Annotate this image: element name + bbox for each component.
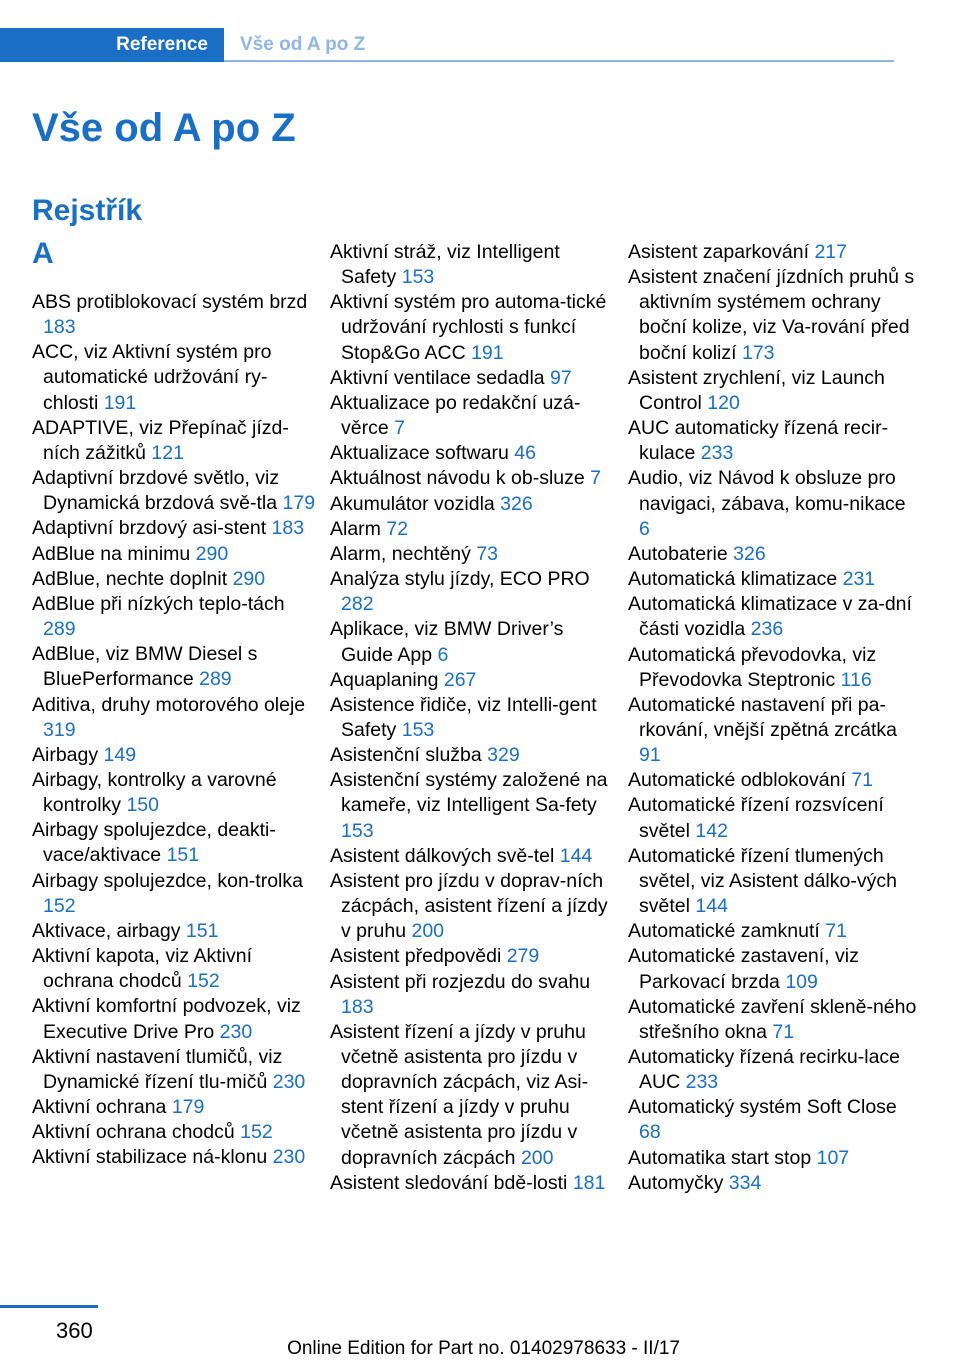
page-reference-link[interactable]: 150 (126, 794, 159, 817)
page-reference-link[interactable]: 151 (166, 844, 200, 867)
index-entry-term: Asistence řidiče, viz Intelli‐gent Safety (330, 693, 597, 741)
index-entry (628, 416, 918, 466)
page-reference-link[interactable]: 72 (386, 517, 409, 540)
page-reference-link[interactable]: 6 (639, 517, 650, 540)
index-entry-term: Automatické nastavení při pa‐rkování, vnější zpětná zrcátka (628, 693, 897, 741)
page-reference-link[interactable]: 71 (851, 769, 874, 792)
page-reference-link[interactable]: 121 (151, 441, 184, 464)
index-entry (32, 768, 322, 818)
index-entry (628, 944, 918, 994)
index-entry-term: ABS protiblokovací systém brzd (32, 291, 308, 313)
page-reference-link[interactable]: 7 (394, 417, 405, 440)
index-entry-term: Automatika start stop (628, 1146, 812, 1169)
page-reference-link[interactable]: 46 (514, 442, 536, 465)
page-reference-link[interactable]: 217 (814, 241, 847, 263)
index-entry-term: Airbagy spolujezdce, deakti‐vace/aktivace (32, 819, 276, 867)
page-reference-link[interactable]: 230 (219, 1020, 253, 1043)
page-reference-link[interactable]: 153 (401, 266, 435, 289)
index-entry (330, 441, 620, 466)
index-entry (330, 542, 620, 567)
page-reference-link[interactable]: 179 (171, 1096, 205, 1118)
index-entry (628, 542, 918, 567)
index-entry (628, 693, 918, 768)
index-entry (628, 592, 918, 642)
index-entry (32, 743, 322, 768)
page-reference-link[interactable]: 109 (785, 970, 818, 993)
page-reference-link[interactable]: 326 (733, 542, 766, 565)
index-entry-term: AdBlue při nízkých teplo‐tách (32, 592, 285, 615)
page-reference-link[interactable]: 71 (825, 920, 847, 943)
index-entry (330, 240, 620, 290)
index-entry (32, 919, 322, 944)
index-entry-term: Autobaterie (628, 542, 728, 565)
index-entry-term: Automatické řízení rozsvícení světel (628, 794, 884, 842)
page-reference-link[interactable]: 289 (43, 618, 76, 641)
page-reference-link[interactable]: 183 (271, 517, 305, 540)
index-entry (330, 668, 620, 693)
page-reference-link[interactable]: 120 (707, 391, 740, 414)
index-entry-term: Asistent zrychlení, viz Launch Control (628, 366, 885, 414)
header-divider (224, 60, 894, 62)
index-entry-term: Aktivní stráž, viz Intelligent Safety (330, 241, 560, 289)
page-reference-link[interactable]: 282 (341, 593, 374, 616)
index-entry-term: Asistent zaparkování (628, 241, 810, 263)
index-entry (628, 466, 918, 541)
index-entry (32, 1120, 322, 1145)
index-entry (330, 693, 620, 743)
page-reference-link[interactable]: 149 (103, 743, 137, 766)
page-reference-link[interactable]: 231 (842, 568, 876, 591)
page-reference-link[interactable]: 290 (232, 567, 266, 590)
page-reference-link[interactable]: 7 (590, 467, 602, 490)
index-entry-term: AdBlue na minimu (32, 542, 191, 565)
index-entry (32, 693, 322, 743)
index-entry (32, 1095, 322, 1120)
index-entry (628, 768, 918, 793)
page-reference-link[interactable]: 191 (471, 341, 504, 364)
index-entry (32, 1145, 322, 1170)
index-entry-term: Airbagy (32, 743, 99, 766)
index-entry (32, 869, 322, 919)
index-entry (628, 366, 918, 416)
index-entry (330, 970, 620, 1020)
index-entry-term: Asistent řízení a jízdy v pruhu včetně asistenta pro jízdu v dopravních zácpách, viz Asi‐stent řízení a jízdy v pruhu včetně asistenta pro jízdu v dopravních zácpách (330, 1020, 589, 1169)
index-entry (32, 516, 322, 541)
index-entry (628, 995, 918, 1045)
index-entry (628, 265, 918, 366)
index-entry-term: Alarm, nechtěný (330, 542, 471, 565)
index-entry-term: Adaptivní brzdový asi‐stent (32, 517, 267, 540)
index-entry (32, 416, 322, 466)
index-entry-term: Asistent značení jízdních pruhů s aktivním systémem ochrany boční kolize, viz Va‐rování před boční kolizí (628, 266, 915, 364)
page-reference-link[interactable]: 267 (443, 668, 477, 691)
index-entry-term: Aplikace, viz BMW Driver’s Guide App (330, 618, 564, 666)
page-title: Vše od A po Z (32, 106, 296, 150)
page-reference-link[interactable]: 153 (401, 718, 435, 741)
index-entry-term: Aktivace, airbagy (32, 919, 181, 942)
index-entry-term: ACC, viz Aktivní systém pro automatické udržování ry‐chlosti (32, 341, 272, 414)
index-entry (330, 1020, 620, 1171)
index-entry-term: Aktivní ochrana (32, 1096, 167, 1118)
index-entry (628, 793, 918, 843)
index-entry-term: AUC automaticky řízená recir‐kulace (628, 417, 889, 465)
index-entry-term: Alarm (330, 517, 381, 540)
page-reference-link[interactable]: 230 (272, 1146, 306, 1169)
page-reference-link[interactable]: 71 (772, 1020, 795, 1043)
index-entry (330, 844, 620, 869)
index-entry (330, 290, 620, 365)
page-reference-link[interactable]: 233 (700, 442, 734, 465)
page-reference-link[interactable]: 68 (639, 1121, 661, 1144)
index-entry (330, 492, 620, 517)
index-entry-term: Automatický systém Soft Close (628, 1096, 897, 1119)
index-entry (628, 1095, 918, 1145)
index-entry (628, 844, 918, 919)
index-entry-term: AdBlue, viz BMW Diesel s BluePerformance (32, 643, 258, 691)
index-entry (32, 944, 322, 994)
index-entry (32, 592, 322, 642)
index-column-1 (32, 237, 322, 1170)
page-reference-link[interactable]: 183 (341, 995, 374, 1018)
index-entry-term: Automatické řízení tlumených světel, viz Asistent dálko‐vých světel (628, 844, 897, 918)
page-reference-link[interactable]: 191 (103, 391, 137, 414)
page-reference-link[interactable]: 279 (506, 945, 540, 968)
page-reference-link[interactable]: 152 (240, 1121, 273, 1144)
index-entry (330, 768, 620, 843)
index-entry-term: Aktuálnost návodu k ob‐sluze (330, 467, 585, 490)
page-reference-link[interactable]: 233 (685, 1071, 719, 1094)
tab-reference-label: Reference (116, 34, 208, 55)
index-entry (330, 869, 620, 944)
index-entry (32, 466, 322, 516)
index-entry-term: Aktivní ventilace sedadla (330, 366, 545, 389)
index-entry (32, 1045, 322, 1095)
index-entry (330, 743, 620, 768)
index-entry-term: Aktivní ochrana chodců (32, 1121, 235, 1144)
index-entry (32, 567, 322, 592)
index-entry (32, 340, 322, 415)
index-entry-term: Automatická klimatizace v za‐dní části vozidla (628, 593, 912, 641)
index-entry (628, 1045, 918, 1095)
index-entry (330, 1171, 620, 1196)
page-reference-link[interactable]: 97 (550, 366, 572, 389)
index-entry-term: Adaptivní brzdové světlo, viz Dynamická brzdová svě‐tla (32, 467, 280, 515)
breadcrumb[interactable]: Vše od A po Z (240, 34, 366, 55)
index-column-3 (628, 240, 918, 1196)
index-entry (32, 994, 322, 1044)
index-entry-term: Aktivní nastavení tlumičů, viz Dynamické řízení tlu‐mičů (32, 1045, 283, 1093)
page-reference-link[interactable]: 334 (728, 1171, 762, 1194)
page-reference-link[interactable]: 289 (199, 668, 232, 691)
index-entry-term: Asistent sledování bdě‐losti (330, 1171, 568, 1194)
index-entry (330, 366, 620, 391)
page-reference-link[interactable]: 290 (195, 542, 229, 565)
index-entry-term: Analýza stylu jízdy, ECO PRO (330, 568, 590, 591)
index-entry-term: Aquaplaning (330, 668, 439, 691)
index-entry-term: Airbagy spolujezdce, kon‐trolka (32, 869, 303, 892)
index-entry-term: Aktivní stabilizace ná‐klonu (32, 1146, 268, 1169)
page-reference-link[interactable]: 152 (187, 970, 220, 993)
index-entry-term: Aktivní kapota, viz Aktivní ochrana chodců (32, 945, 253, 993)
index-entry-term: Asistent předpovědi (330, 945, 502, 968)
page-reference-link[interactable]: 151 (185, 919, 219, 942)
index-entry-term: Audio, viz Návod k obsluze pro navigaci, zábava, komu‐nikace (628, 467, 906, 515)
footer-divider (0, 1305, 98, 1308)
index-entry-term: Automatické zavření skleně‐ného střešního okna (628, 995, 917, 1043)
edition-note: Online Edition for Part no. 01402978633 - II/17 (287, 1338, 680, 1359)
page-reference-link[interactable]: 230 (272, 1070, 306, 1093)
page-reference-link[interactable]: 152 (43, 894, 76, 917)
index-entry-term: Automyčky (628, 1171, 724, 1194)
page-reference-link[interactable]: 73 (476, 542, 499, 565)
page-reference-link[interactable]: 144 (559, 844, 593, 867)
index-entry-term: Asistenční služba (330, 744, 482, 767)
page-reference-link[interactable]: 319 (43, 718, 76, 741)
index-entry (330, 517, 620, 542)
index-entry-term: Akumulátor vozidla (330, 492, 495, 515)
index-entry-term: AdBlue, nechte doplnit (32, 567, 228, 590)
page-reference-link[interactable]: 329 (487, 744, 520, 767)
index-entry (32, 818, 322, 868)
index-entry (330, 567, 620, 617)
index-entry (628, 1171, 918, 1196)
index-entry-term: ADAPTIVE, viz Přepínač jízd‐ních zážitků (32, 416, 289, 464)
index-entry (330, 391, 620, 441)
page-reference-link[interactable]: 144 (695, 895, 728, 918)
page-reference-link[interactable]: 200 (411, 920, 445, 943)
index-entry (330, 466, 620, 491)
page-reference-link[interactable]: 173 (741, 341, 775, 364)
index-entry (628, 919, 918, 944)
page-reference-link[interactable]: 6 (437, 643, 449, 666)
section-title: Rejstřík (32, 194, 143, 227)
page-reference-link[interactable]: 181 (572, 1171, 606, 1194)
index-entry-term: Asistent při rozjezdu do svahu (330, 970, 591, 993)
index-entry-term: Airbagy, kontrolky a varovné kontrolky (32, 768, 277, 817)
index-entry-term: Asistent pro jízdu v doprav‐ních zácpách, asistent řízení a jízdy v pruhu (330, 869, 608, 943)
index-entry (32, 290, 322, 340)
index-entry-term: Aktualizace po redakční uzá‐věrce (330, 391, 581, 440)
page-reference-link[interactable]: 153 (341, 819, 374, 842)
tab-reference[interactable] (0, 28, 224, 62)
index-entry-term: Asistenční systémy založené na kameře, viz Intelligent Sa‐fety (330, 769, 608, 817)
index-entry-term: Automatická klimatizace (628, 568, 838, 591)
page-number: 360 (56, 1318, 93, 1343)
index-entry (628, 240, 918, 265)
index-entry-term: Aktivní systém pro automa‐tické udržování rychlosti s funkcí Stop&Go ACC (330, 291, 607, 364)
page-reference-link[interactable]: 236 (750, 618, 784, 641)
index-letter-heading: A (32, 237, 54, 270)
index-entry-term: Automatická převodovka, viz Převodovka Steptronic (628, 643, 877, 691)
index-entry (628, 1146, 918, 1171)
index-entry-term: Aktivní komfortní podvozek, viz Executive Drive Pro (32, 995, 301, 1043)
index-entry (330, 944, 620, 969)
index-entry (330, 617, 620, 667)
index-entry-term: Asistent dálkových svě‐tel (330, 844, 555, 867)
index-entry-term: Aditiva, druhy motorového oleje (32, 693, 306, 716)
page-reference-link[interactable]: 326 (500, 492, 533, 515)
page-reference-link[interactable]: 116 (840, 668, 872, 691)
index-entry (628, 643, 918, 693)
index-column-2 (330, 240, 620, 1196)
index-entry-term: Automatické odblokování (628, 769, 846, 792)
index-entry (628, 567, 918, 592)
index-entry (32, 542, 322, 567)
page-reference-link[interactable]: 179 (282, 492, 316, 515)
page-reference-link[interactable]: 91 (639, 744, 661, 767)
page-reference-link[interactable]: 107 (816, 1146, 850, 1169)
index-entry-term: Automatické zastavení, viz Parkovací brzda (628, 945, 859, 993)
index-entry-term: Aktualizace softwaru (330, 442, 509, 465)
index-entry (32, 642, 322, 692)
index-entry-term: Automatické zamknutí (628, 920, 820, 943)
index-entry-term: Automaticky řízená recirku‐lace AUC (628, 1046, 901, 1094)
page-reference-link[interactable]: 200 (520, 1146, 554, 1169)
page-reference-link[interactable]: 183 (43, 316, 76, 339)
page-reference-link[interactable]: 142 (695, 819, 728, 842)
